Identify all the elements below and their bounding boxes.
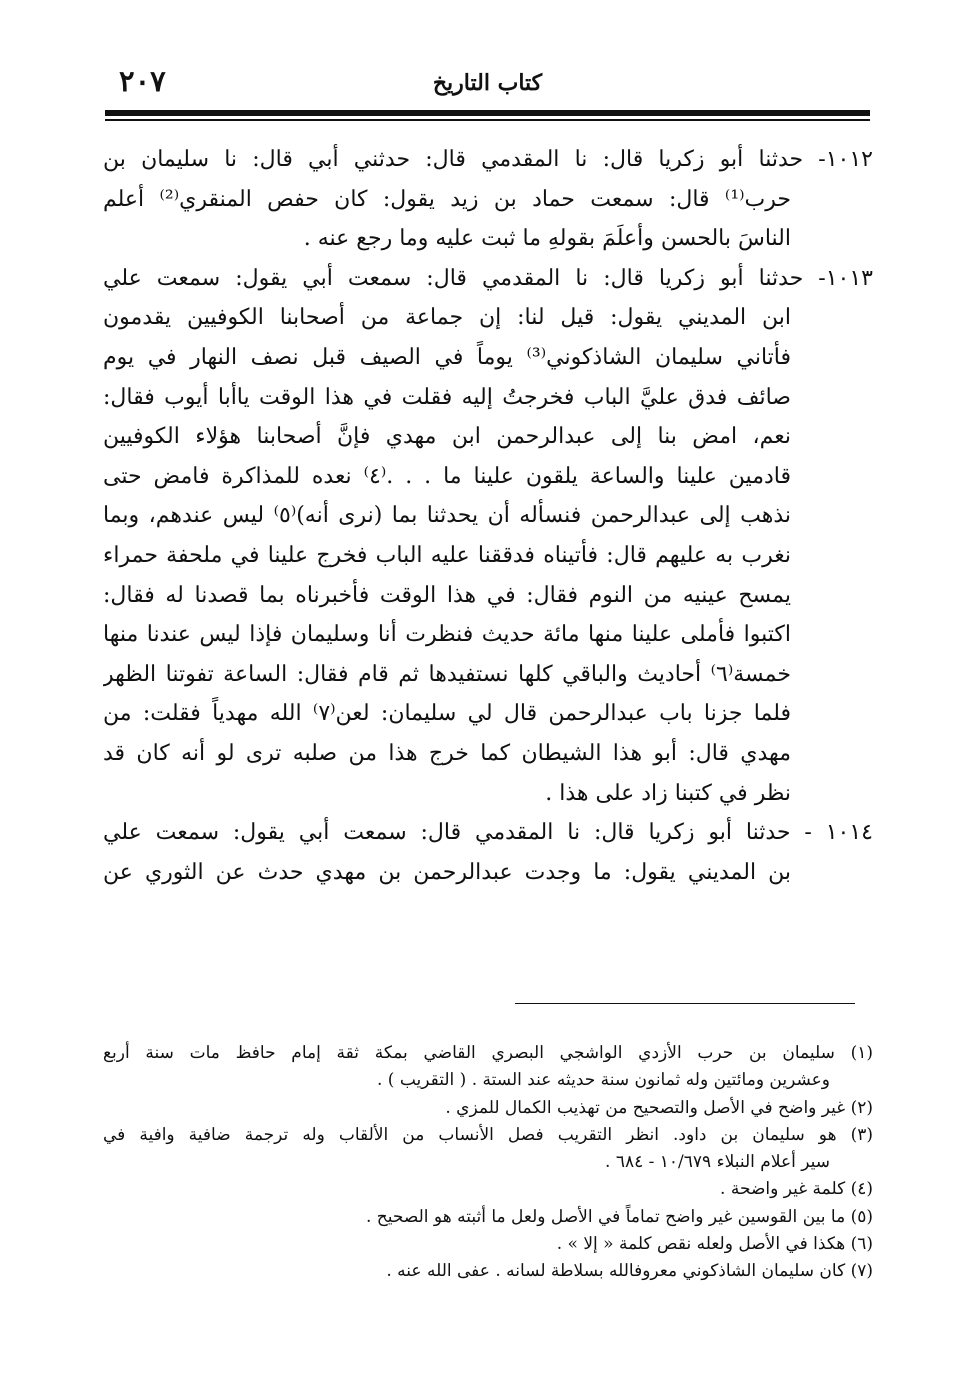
footnote-line: (٥) ما بين القوسين غير واضح تماماً في الأصل ولعل ما أثبته هو الصحيح .	[366, 1206, 873, 1227]
text-line: الناسَ بالحسن وأعلَمَ بقولهِ ما ثبت عليه وما رجع عنه .	[303, 226, 791, 252]
text-line: قادمين علينا والساعة يلقون علينا ما . . .⁽٤⁾ نعده للمذاكرة فامض حتى	[103, 463, 791, 489]
hadith-entry-1012	[103, 140, 873, 259]
footnote-line: (٤) كلمة غير واضحة .	[720, 1179, 873, 1200]
main-text	[103, 140, 873, 892]
text-line: ١٠١٣- حدثنا أبو زكريا قال: نا المقدمي قال: سمعت أبي يقول: سمعت علي	[103, 265, 873, 291]
footnote-6	[103, 1231, 873, 1258]
footnote-3	[103, 1122, 873, 1177]
footnote-1	[103, 1040, 873, 1095]
header-rule-thin	[105, 119, 870, 121]
text-line: حرب⁽¹⁾ قال: سمعت حماد بن زيد يقول: كان حفص المنقري⁽²⁾ أعلم	[103, 186, 792, 212]
footnote-line: (٢) غير واضح في الأصل والتصحيح من تهذيب الكمال للمزي .	[445, 1097, 873, 1118]
footnote-line: (١) سليمان بن حرب الأزدي الواشجي البصري القاضي بمكة ثقة إمام حافظ مات سنة أربع	[103, 1043, 873, 1063]
text-line: يمسح عينيه من النوم فقال: في هذا الوقت فأخبرناه بما قصدنا له فقال:	[103, 582, 791, 608]
footnote-7	[103, 1258, 873, 1285]
text-line: نعم، امض بنا إلى عبدالرحمن ابن مهدي فإنَّ أصحابنا هؤلاء الكوفيين	[103, 424, 791, 450]
footnote-separator	[515, 1003, 855, 1004]
footnotes	[103, 1040, 873, 1286]
hadith-entry-1013	[103, 259, 873, 813]
text-line: نغرب به عليهم قال: فأتيناه فدققنا عليه الباب فخرج علينا في ملحفة حمراء	[103, 542, 791, 568]
text-line: صائف فدق عليَّ الباب فخرجتُ إليه فقلت في هذا الوقت ياأبا أيوب فقال:	[103, 384, 791, 410]
text-line: ١٠١٤ - حدثنا أبو زكريا قال: نا المقدمي قال: سمعت أبي يقول: سمعت علي	[103, 820, 873, 846]
text-line: نذهب إلى عبدالرحمن فنسأله أن يحدثنا بما (نرى أنه)⁽٥⁾ ليس عندهم، وبما	[103, 503, 791, 529]
footnote-line: (٣) هو سليمان بن داود. انظر التقريب فصل الأنساب من الألقاب وله ترجمة ضافية وافية في	[103, 1124, 873, 1145]
page-number: ٢٠٧	[119, 64, 166, 98]
footnote-line: وعشرين ومائتين وله ثمانون سنة حديثه عند الستة . ( التقريب ) .	[377, 1070, 830, 1091]
running-title: كتاب التاريخ	[432, 70, 543, 96]
text-line: اكتبوا فأملى علينا منها مائة حديث فنظرت أنا وسليمان فإذا ليس عندنا منها	[103, 622, 791, 648]
text-line: مهدي قال: أبو هذا الشيطان كما خرج هذا من صلبه ترى لو أنه كان قد	[103, 740, 791, 766]
text-line: خمسة⁽٦⁾ أحاديث والباقي كلها نستفيدها ثم قام فقال: الساعة تفوتنا الظهر	[103, 661, 791, 687]
text-line: بن المديني يقول: ما وجدت عبدالرحمن بن مهدي حدث عن الثوري عن	[103, 859, 791, 885]
footnote-5	[103, 1204, 873, 1231]
text-line: ١٠١٢- حدثنا أبو زكريا قال: نا المقدمي قال: حدثني أبي قال: نا سليمان بن	[103, 147, 873, 172]
header-rule-thick	[105, 110, 870, 116]
text-line: نظر في كتبنا زاد على هذا .	[545, 780, 791, 806]
footnote-2	[103, 1095, 873, 1122]
text-line: فأتاني سليمان الشاذكوني⁽³⁾ يوماً في الصيف قبل نصف النهار في يوم	[103, 344, 791, 370]
footnote-4	[103, 1176, 873, 1203]
page-header	[105, 64, 870, 110]
hadith-entry-1014	[103, 813, 873, 892]
footnote-line: سير أعلام النبلاء ١٠/٦٧٩ - ٦٨٤ .	[605, 1152, 830, 1173]
text-line: ابن المديني يقول: قيل لنا: إن جماعة من أصحابنا الكوفيين يقدمون	[103, 305, 791, 331]
text-line: فلما جزنا باب عبدالرحمن قال لي سليمان: لعن⁽٧⁾ الله مهدياً فقلت: من	[103, 701, 792, 727]
footnote-line: (٦) هكذا في الأصل ولعله نقص كلمة « إلا » .	[556, 1234, 873, 1255]
footnote-line: (٧) كان سليمان الشاذكوني معروفالله بسلاطة لسانه . عفى الله عنه .	[386, 1261, 873, 1282]
